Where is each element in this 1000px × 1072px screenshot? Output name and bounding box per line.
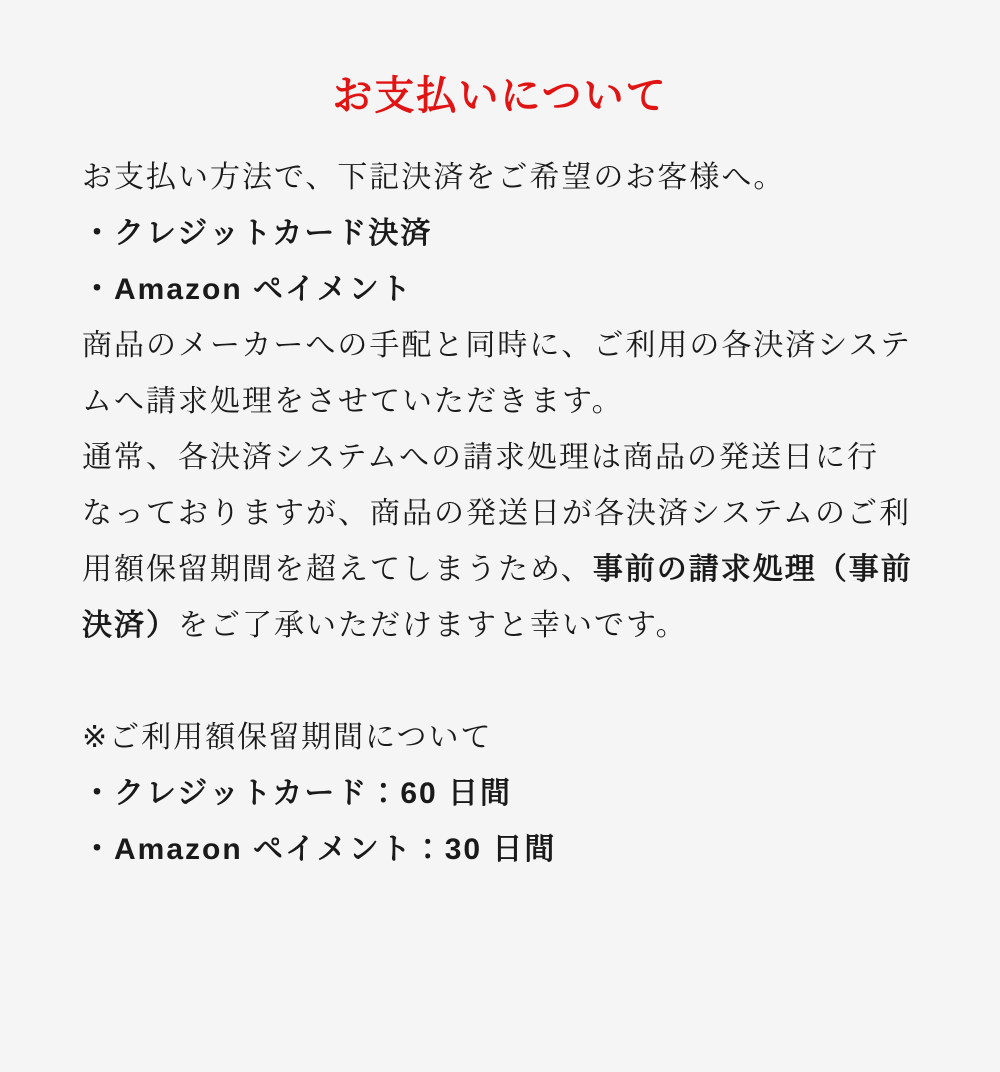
payment-method-credit-card: ・クレジットカード決済 bbox=[82, 217, 433, 250]
arrangement-text-line-1: 商品のメーカーへの手配と同時に、ご利用の各決済システ bbox=[82, 329, 912, 362]
hold-period-amazon-pay: ・Amazon ペイメント：30 日間 bbox=[82, 833, 557, 866]
blank-line bbox=[82, 654, 940, 710]
billing-note-line-4-bold: 決済） bbox=[82, 609, 178, 642]
hold-period-heading: ※ご利用額保留期間について bbox=[82, 721, 493, 754]
payment-info-notice bbox=[0, 72, 1000, 1072]
billing-note-line-2: なっておりますが、商品の発送日が各決済システムのご利 bbox=[82, 497, 911, 530]
billing-note-line-4-regular: をご了承いただけますと幸いです。 bbox=[178, 609, 688, 642]
notice-body bbox=[82, 150, 940, 878]
arrangement-text-line-2: ムへ請求処理をさせていただきます。 bbox=[82, 385, 624, 418]
billing-note-line-3-bold: 事前の請求処理（事前 bbox=[592, 553, 913, 586]
billing-note-line-3-regular: 用額保留期間を超えてしまうため、 bbox=[82, 553, 593, 586]
billing-note-line-3 bbox=[82, 542, 940, 598]
intro-text: お支払い方法で、下記決済をご希望のお客様へ。 bbox=[82, 161, 786, 194]
hold-period-credit-card: ・クレジットカード：60 日間 bbox=[82, 777, 513, 810]
billing-note-line-4 bbox=[82, 598, 940, 654]
payment-method-amazon-pay: ・Amazon ペイメント bbox=[82, 273, 413, 306]
page-title: お支払いについて bbox=[332, 74, 668, 118]
billing-note-line-1: 通常、各決済システムへの請求処理は商品の発送日に行 bbox=[82, 441, 879, 474]
